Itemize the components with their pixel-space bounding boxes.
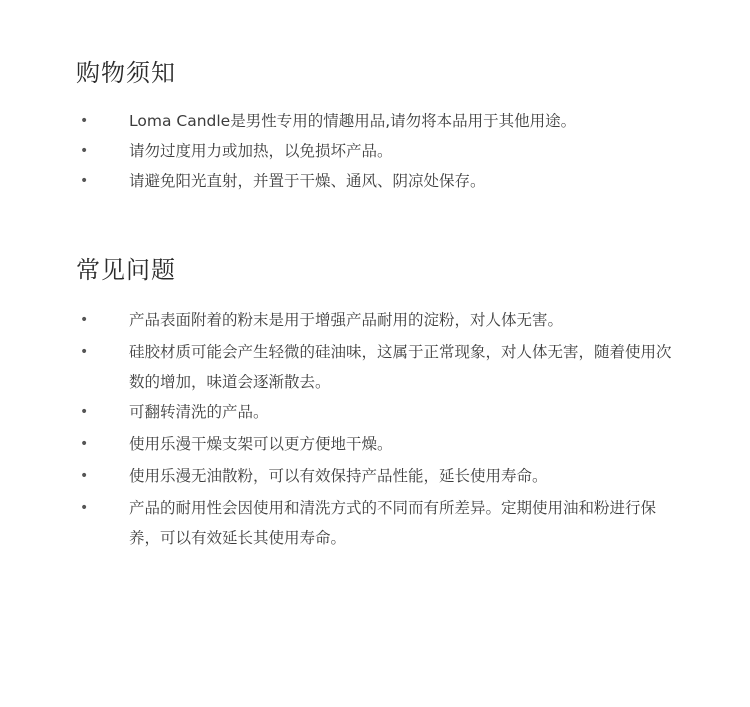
bullet-icon: • — [80, 344, 89, 360]
bullet-icon: • — [80, 113, 89, 129]
bullet-icon: • — [80, 143, 89, 159]
list-item — [0, 305, 750, 337]
list-item-text: 请避免阳光直射，并置于干燥、通风、阴凉处保存。 — [129, 172, 486, 190]
bullet-icon: • — [80, 468, 89, 484]
bullet-icon: • — [80, 404, 89, 420]
list-item — [0, 136, 750, 166]
list-item — [0, 337, 750, 397]
list-item-text: 可翻转清洗的产品。 — [129, 403, 269, 421]
shopping-notice-title: 购物须知 — [76, 59, 176, 87]
list-item-text: 产品表面附着的粉末是用于增强产品耐用的淀粉，对人体无害。 — [129, 311, 564, 329]
list-item-text: 硅胶材质可能会产生轻微的硅油味，这属于正常现象，对人体无害，随着使用次数的增加，味道会逐渐散去。 — [129, 343, 672, 391]
faq-list — [0, 305, 750, 553]
faq-title: 常见问题 — [76, 256, 176, 284]
bullet-icon: • — [80, 173, 89, 189]
list-item — [0, 429, 750, 461]
bullet-icon: • — [80, 436, 89, 452]
list-item-text: 使用乐漫无油散粉，可以有效保持产品性能，延长使用寿命。 — [129, 467, 548, 485]
list-item-text: Loma Candle是男性专用的情趣用品,请勿将本品用于其他用途。 — [129, 112, 577, 130]
list-item-text: 请勿过度用力或加热，以免损坏产品。 — [129, 142, 393, 160]
list-item — [0, 166, 750, 196]
shopping-notice-list — [0, 106, 750, 196]
list-item — [0, 461, 750, 493]
list-item-text: 使用乐漫干燥支架可以更方便地干燥。 — [129, 435, 393, 453]
list-item — [0, 493, 750, 553]
list-item — [0, 397, 750, 429]
list-item-text: 产品的耐用性会因使用和清洗方式的不同而有所差异。定期使用油和粉进行保养，可以有效延长其使用寿命。 — [129, 499, 657, 547]
bullet-icon: • — [80, 500, 89, 516]
bullet-icon: • — [80, 312, 89, 328]
list-item — [0, 106, 750, 136]
